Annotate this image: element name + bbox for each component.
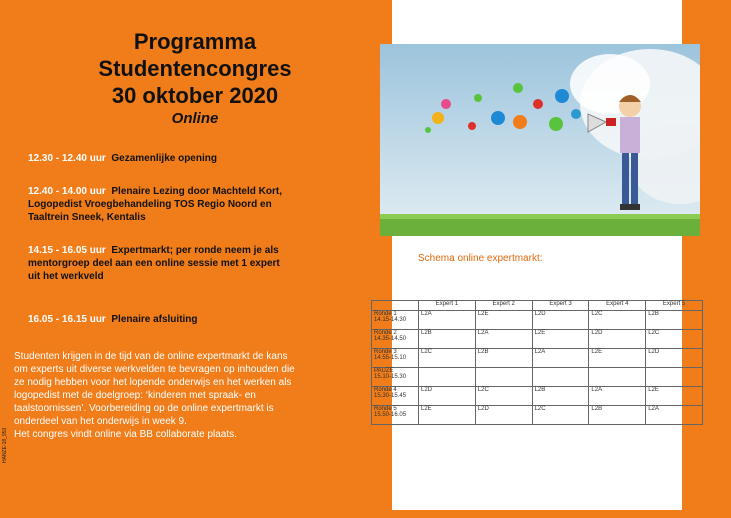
table-cell: L2D [646, 349, 703, 368]
program-text: Gezamenlijke opening [111, 153, 217, 164]
table-cell [532, 368, 589, 387]
table-cell [475, 368, 532, 387]
table-cell: L2D [419, 387, 476, 406]
round-cell [372, 368, 419, 387]
round-cell [372, 330, 419, 349]
table-cell: L2C [646, 330, 703, 349]
table-header-row [372, 301, 703, 311]
table-cell: L2A [646, 406, 703, 425]
table-row [372, 349, 703, 368]
header-cell [372, 301, 419, 311]
orange-bottom-strip [392, 510, 682, 518]
paragraph-line: taalstoornissen’. Voorbereiding op de online expertmarkt is [14, 403, 274, 414]
header-cell: Expert 1 [419, 301, 476, 311]
round-cell [372, 349, 419, 368]
page-title [40, 28, 350, 109]
program-item [28, 152, 293, 165]
header-cell: Expert 5 [646, 301, 703, 311]
table-cell: L2E [646, 387, 703, 406]
round-time: 15.30-15.45 [374, 393, 407, 399]
paragraph-line: ze nodig hebben voor het lopende onderwijs en het werken als [14, 377, 292, 388]
document-code: HANZE-18_953 [2, 427, 8, 463]
program-time: 12.30 - 12.40 uur [28, 153, 106, 164]
program-item [28, 313, 293, 326]
round-time: 14.35-14.50 [374, 336, 407, 342]
paragraph-line: logopedist met de doelgroep: ‘kinderen met spraak- en [14, 390, 256, 401]
paragraph-line: om experts uit diverse werkvelden te bevragen op inhouden die [14, 364, 295, 375]
program-item [28, 185, 293, 224]
table-cell [646, 368, 703, 387]
table-cell [589, 368, 646, 387]
table-cell: L2C [532, 406, 589, 425]
program-text: Plenaire Lezing door Machteld Kort, Logopedist Vroegbehandeling TOS Regio Noord en Taaltrein Sneek, Kentalis [28, 186, 282, 223]
table-cell: L2B [589, 406, 646, 425]
header-cell: Expert 3 [532, 301, 589, 311]
table-cell: L2E [532, 330, 589, 349]
round-time: 15.10-15.30 [374, 374, 407, 380]
program-item [28, 244, 293, 283]
round-time: 15.50-16.05 [374, 412, 407, 418]
round-label: Ronde 2 [374, 330, 397, 336]
table-cell: L2D [589, 330, 646, 349]
header-cell: Expert 4 [589, 301, 646, 311]
table-cell: L2B [646, 311, 703, 330]
header-cell: Expert 2 [475, 301, 532, 311]
title-line: Programma [133, 29, 257, 54]
title-line: 30 oktober 2020 [111, 83, 279, 108]
table-cell: L2C [475, 387, 532, 406]
program-time: 16.05 - 16.15 uur [28, 314, 106, 325]
table-cell: L2E [475, 311, 532, 330]
table-row [372, 368, 703, 387]
table-cell: L2A [589, 387, 646, 406]
round-time: 14.15-14.30 [374, 317, 407, 323]
boy-with-balloons-photo [380, 44, 700, 236]
table-cell: L2C [419, 349, 476, 368]
program-time: 14.15 - 16.05 uur [28, 245, 106, 256]
paragraph-line: onderdeel van het onderwijs in week 9. [14, 416, 187, 427]
program-text: Plenaire afsluiting [111, 314, 198, 325]
subtitle: Online [171, 110, 219, 127]
table-cell: L2A [475, 330, 532, 349]
round-time: 14.55-15.10 [374, 355, 407, 361]
round-label: Ronde 1 [374, 311, 397, 317]
table-row [372, 311, 703, 330]
table-row [372, 330, 703, 349]
table-cell: L2C [589, 311, 646, 330]
table-cell: L2A [419, 311, 476, 330]
paragraph-line: Het congres vindt online via BB collaborate plaats. [14, 429, 237, 440]
table-cell: L2E [589, 349, 646, 368]
table-row [372, 406, 703, 425]
program-time: 12.40 - 14.00 uur [28, 186, 106, 197]
table-row [372, 387, 703, 406]
table-cell: L2A [532, 349, 589, 368]
round-label: Ronde 5 [374, 406, 397, 412]
round-label: Ronde 3 [374, 349, 397, 355]
round-label: PAUZE [374, 368, 394, 374]
round-cell [372, 311, 419, 330]
info-paragraph [14, 350, 344, 441]
table-cell: L2E [419, 406, 476, 425]
program-text: Expertmarkt; per ronde neem je als mentorgroep deel aan een online sessie met 1 expert uit het werkveld [28, 245, 280, 282]
expertmarkt-schedule-table [371, 300, 703, 425]
schema-title: Schema online expertmarkt: [418, 253, 543, 264]
table-cell [419, 368, 476, 387]
table-cell: L2D [475, 406, 532, 425]
paragraph-line: Studenten krijgen in de tijd van de online expertmarkt de kans [14, 351, 288, 362]
table-cell: L2B [532, 387, 589, 406]
table-cell: L2B [419, 330, 476, 349]
round-cell [372, 406, 419, 425]
title-line: Studentencongres [98, 56, 292, 81]
table-cell: L2B [475, 349, 532, 368]
table-cell: L2D [532, 311, 589, 330]
round-cell [372, 387, 419, 406]
round-label: Ronde 4 [374, 387, 397, 393]
